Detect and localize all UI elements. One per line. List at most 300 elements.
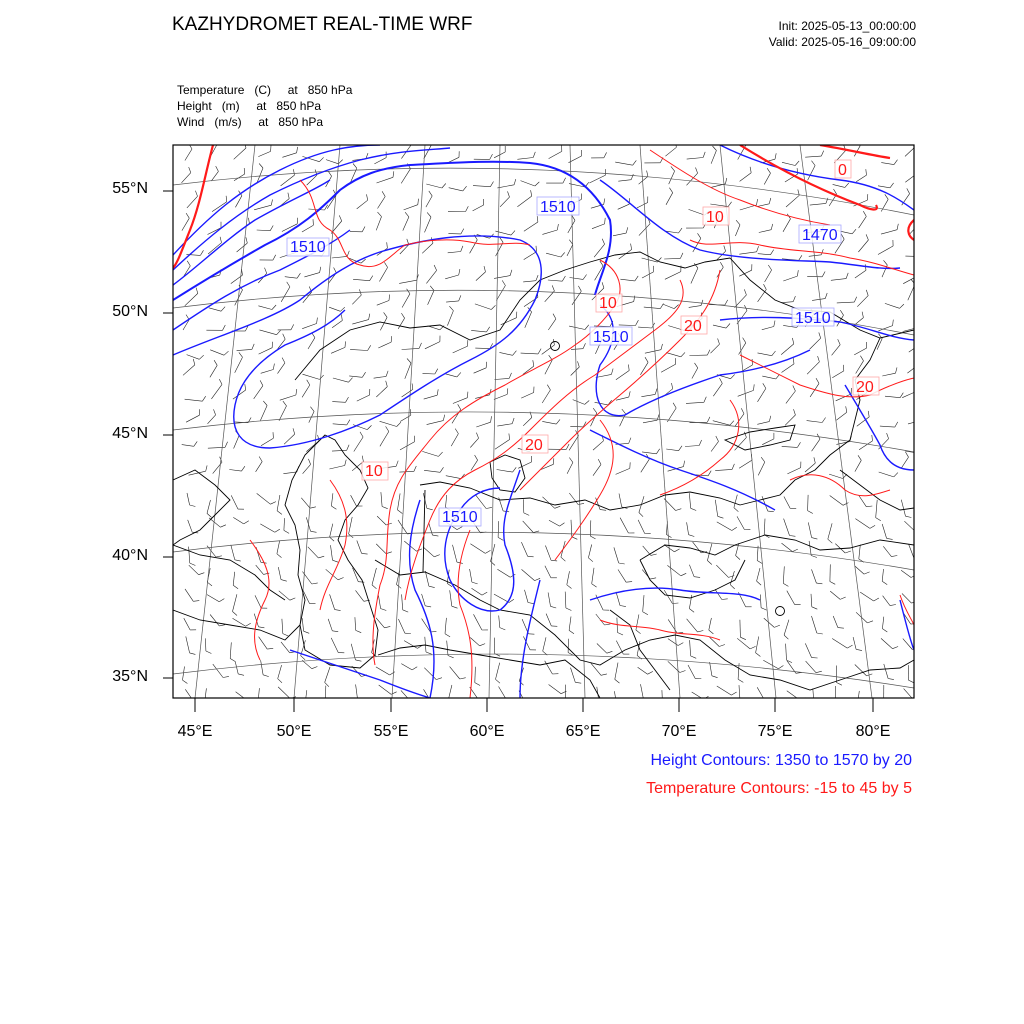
wind-barb-feather xyxy=(724,246,726,252)
wind-barb-feather xyxy=(560,523,565,526)
wind-barb-feather xyxy=(250,700,255,703)
wind-barb xyxy=(357,200,368,209)
wind-barb-feather xyxy=(887,433,889,439)
height-label: 1510 xyxy=(593,329,629,346)
wind-barb-feather xyxy=(487,327,490,332)
wind-barb-feather xyxy=(301,656,305,660)
wind-barb xyxy=(405,363,411,379)
temperature-contour xyxy=(790,475,890,496)
wind-barb xyxy=(277,540,280,553)
wind-barb xyxy=(757,422,769,425)
wind-barb-feather xyxy=(345,460,347,466)
wind-barb-feather xyxy=(601,674,607,675)
wind-barb xyxy=(638,327,652,328)
wind-barb-feather xyxy=(651,554,657,555)
wind-barb xyxy=(422,243,433,253)
wind-barb-feather xyxy=(312,583,318,584)
wind-barb-feather xyxy=(372,585,377,589)
wind-barb xyxy=(352,320,368,325)
wind-barb-feather xyxy=(448,656,454,658)
wind-barb xyxy=(475,304,491,310)
wind-barb-feather xyxy=(190,563,196,565)
wind-barb xyxy=(332,321,342,328)
wind-barb-feather xyxy=(205,704,210,707)
wind-barb xyxy=(542,230,557,234)
wind-barb xyxy=(710,662,712,676)
wind-barb-feather xyxy=(894,473,898,477)
wind-barb-feather xyxy=(712,676,718,678)
wind-barb-feather xyxy=(736,220,740,225)
wind-barb xyxy=(523,418,532,426)
wind-barb-feather xyxy=(524,513,529,516)
wind-barb xyxy=(453,346,468,353)
wind-barb-feather xyxy=(429,586,435,587)
wind-barb-feather xyxy=(242,466,245,471)
wind-barb xyxy=(428,291,434,305)
wind-barb xyxy=(213,664,223,677)
wind-barb xyxy=(855,270,866,278)
height-label: 1470 xyxy=(802,227,838,244)
height-contour xyxy=(520,580,540,698)
wind-barb-feather xyxy=(551,606,557,608)
wind-barb xyxy=(618,570,626,583)
wind-barb-feather xyxy=(764,284,767,289)
wind-barb xyxy=(782,162,795,165)
wind-barb xyxy=(569,326,585,329)
wind-barb-feather xyxy=(761,608,767,610)
wind-barb xyxy=(640,362,648,375)
wind-barb xyxy=(257,493,271,504)
wind-barb-feather xyxy=(547,385,550,390)
wind-barb xyxy=(883,546,891,556)
wind-barb-feather xyxy=(347,251,349,257)
wind-barb xyxy=(618,180,631,182)
wind-barb xyxy=(237,349,252,350)
wind-barb xyxy=(402,348,420,349)
lake-balkhash xyxy=(725,425,795,450)
wind-barb xyxy=(762,327,774,330)
wind-barb xyxy=(473,186,490,187)
wind-barb xyxy=(497,470,513,473)
wind-barb xyxy=(330,524,333,538)
wind-barb-feather xyxy=(797,270,798,276)
wind-barb xyxy=(254,205,271,210)
wind-barb xyxy=(302,660,312,669)
lon-label-50e: 50°E xyxy=(276,723,312,740)
wind-barbs xyxy=(182,138,923,709)
wind-barb xyxy=(783,276,797,281)
wind-barb xyxy=(377,177,394,183)
wind-barb-feather xyxy=(272,305,276,310)
wind-barb-feather xyxy=(407,289,410,294)
wind-barb xyxy=(258,151,270,156)
wind-barb xyxy=(760,595,761,608)
wind-barb xyxy=(400,415,411,421)
wind-barb-feather xyxy=(598,459,601,464)
wind-barb-feather xyxy=(639,513,643,517)
wind-barb xyxy=(836,412,847,420)
wind-barb-feather xyxy=(187,261,190,266)
wind-barb-feather xyxy=(794,409,796,415)
wind-barb-feather xyxy=(370,276,373,281)
wind-barb-feather xyxy=(239,352,243,357)
wind-barb xyxy=(902,594,911,604)
wind-barb-feather xyxy=(367,194,368,200)
wind-barb-feather xyxy=(919,448,923,453)
wind-barb xyxy=(596,374,612,377)
wind-barb-feather xyxy=(485,550,490,553)
wind-barb xyxy=(597,644,607,654)
wind-barb-feather xyxy=(362,372,365,377)
wind-barb xyxy=(187,493,190,505)
wind-barb-feather xyxy=(619,563,625,564)
wind-barb-feather xyxy=(310,407,314,412)
wind-barb-feather xyxy=(757,561,762,564)
wind-barb-feather xyxy=(812,607,818,609)
wind-barb-feather xyxy=(626,582,632,583)
wind-barb-feather xyxy=(593,408,597,413)
wind-barb-feather xyxy=(448,702,453,706)
wind-barb-feather xyxy=(334,268,337,273)
wind-barb-feather xyxy=(427,212,431,217)
wind-barb-feather xyxy=(674,549,679,552)
wind-barb xyxy=(357,541,362,554)
wind-barb xyxy=(210,350,224,355)
wind-barb xyxy=(855,519,870,529)
wind-barb xyxy=(376,667,390,675)
wind-barb-feather xyxy=(362,553,368,554)
wind-barb-feather xyxy=(843,503,848,506)
wind-barb xyxy=(691,268,698,284)
wind-barb xyxy=(189,547,190,564)
wind-barb xyxy=(638,667,648,674)
wind-barb-feather xyxy=(265,268,267,274)
wind-barb-feather xyxy=(884,703,889,706)
wind-barb xyxy=(523,281,536,282)
meridian-75e xyxy=(720,145,776,698)
wind-barb-feather xyxy=(427,508,433,510)
wind-barb-feather xyxy=(792,338,793,344)
wind-barb xyxy=(308,547,319,558)
wind-barb-feather xyxy=(634,296,635,302)
wind-barb-feather xyxy=(502,280,505,285)
lon-label-80e: 80°E xyxy=(855,723,891,740)
wind-barb xyxy=(786,644,787,661)
wind-barb-feather xyxy=(885,194,888,199)
wind-barb-feather xyxy=(704,397,706,403)
wind-barb xyxy=(284,518,285,530)
wind-barb xyxy=(639,176,648,184)
wind-barb xyxy=(332,256,348,258)
wind-barb xyxy=(739,685,740,701)
wind-barb-feather xyxy=(757,246,759,252)
wind-barb-feather xyxy=(691,656,697,658)
wind-barb-feather xyxy=(183,680,188,683)
wind-barb-feather xyxy=(496,679,501,683)
wind-barb-feather xyxy=(845,551,851,553)
wind-barb xyxy=(828,523,832,539)
wind-barb xyxy=(616,468,630,474)
lon-label-60e: 60°E xyxy=(469,723,505,740)
wind-barb xyxy=(642,452,656,454)
wind-barb-feather xyxy=(513,351,517,356)
wind-barb-feather xyxy=(381,609,387,611)
wind-barb xyxy=(333,424,347,425)
wind-barb-feather xyxy=(919,321,920,327)
wind-barb-feather xyxy=(840,310,843,315)
wind-barb xyxy=(447,311,453,326)
wind-barb-feather xyxy=(199,355,203,359)
wind-barb-feather xyxy=(740,701,746,703)
wind-barb xyxy=(758,388,766,401)
wind-barb-feather xyxy=(852,229,856,234)
wind-barb xyxy=(495,231,511,235)
wind-barb xyxy=(858,240,868,252)
wind-barb xyxy=(812,439,820,451)
wind-barb xyxy=(470,544,485,554)
wind-barb-feather xyxy=(876,518,881,521)
wind-barb xyxy=(261,370,274,374)
wind-barb-feather xyxy=(511,231,515,236)
wind-barb-feather xyxy=(817,633,823,634)
wind-barb xyxy=(518,462,531,468)
wind-barb-feather xyxy=(528,603,534,604)
wind-barb xyxy=(284,434,295,444)
wind-barb xyxy=(717,522,732,531)
wind-barb-feather xyxy=(754,384,755,390)
wind-barb xyxy=(183,365,195,375)
wind-barb-feather xyxy=(434,265,437,270)
wind-barb-feather xyxy=(707,561,711,565)
temperature-contour xyxy=(660,400,739,495)
wind-barb xyxy=(186,636,190,653)
wind-barb xyxy=(446,301,459,302)
wind-barb xyxy=(759,230,771,233)
wind-barb-feather xyxy=(617,704,623,706)
wind-barb-feather xyxy=(726,324,730,329)
wind-barb-feather xyxy=(575,682,581,683)
wind-barb xyxy=(207,500,211,513)
wind-barb xyxy=(711,441,718,451)
wind-barb-feather xyxy=(583,275,587,280)
wind-barb xyxy=(356,590,364,601)
wind-barb xyxy=(781,302,793,303)
wind-barb xyxy=(808,495,809,511)
wind-barb-feather xyxy=(906,516,912,517)
wind-barb-feather xyxy=(325,682,329,686)
wind-barb-feather xyxy=(536,246,537,252)
wind-barb xyxy=(495,378,510,379)
wind-barb-feather xyxy=(235,560,241,561)
wind-barb xyxy=(187,196,198,208)
wind-barb-feather xyxy=(669,188,672,193)
wind-barb xyxy=(446,495,447,507)
wind-barb-feather xyxy=(744,289,746,295)
wind-barb-feather xyxy=(821,249,823,255)
wind-barb-feather xyxy=(736,556,740,560)
wind-barb xyxy=(500,197,509,207)
wind-barb xyxy=(663,304,674,309)
wind-barb-feather xyxy=(244,521,249,524)
wind-barb-feather xyxy=(500,628,506,630)
wind-barb xyxy=(329,307,340,311)
lake-marker-north xyxy=(551,342,560,351)
wind-barb-feather xyxy=(486,507,492,508)
wind-barb xyxy=(860,592,874,601)
wind-barb xyxy=(521,542,527,556)
wind-barb-feather xyxy=(553,314,556,319)
wind-barb xyxy=(471,330,486,332)
wind-barb xyxy=(783,566,784,583)
wind-barb xyxy=(905,451,919,453)
wind-barb xyxy=(715,500,717,517)
wind-barb xyxy=(619,325,636,326)
wind-barb-feather xyxy=(277,330,281,334)
wind-barb-feather xyxy=(206,651,212,654)
wind-barb xyxy=(740,173,752,182)
wind-barb xyxy=(689,565,694,577)
parallel-40n xyxy=(173,532,914,570)
height-contour xyxy=(845,385,914,470)
wind-barb xyxy=(377,301,389,306)
wind-barb-feather xyxy=(347,420,350,425)
wind-barb-feather xyxy=(382,507,388,509)
wind-barb xyxy=(350,349,368,350)
wind-barb-feather xyxy=(750,167,751,173)
wind-barb-feather xyxy=(771,250,774,255)
wind-barb xyxy=(302,618,303,631)
wind-barb xyxy=(877,339,882,350)
wind-barb xyxy=(856,175,866,182)
height-label: 1510 xyxy=(442,509,478,526)
wind-barb xyxy=(447,641,448,656)
wind-barb-feather xyxy=(816,671,822,673)
wind-barb xyxy=(233,572,235,586)
wind-barb xyxy=(810,203,826,205)
wind-barb xyxy=(260,406,267,421)
wind-barb-feather xyxy=(915,168,916,174)
wind-barb-feather xyxy=(283,401,287,406)
wind-barb xyxy=(641,459,650,472)
wind-barb xyxy=(283,472,296,474)
wind-barb xyxy=(494,594,509,602)
wind-barb xyxy=(859,441,872,450)
wind-barb-feather xyxy=(455,429,458,434)
wind-barb-feather xyxy=(718,516,724,518)
wind-barb-feather xyxy=(814,457,815,463)
wind-barb-feather xyxy=(386,381,388,387)
wind-barb xyxy=(521,181,535,186)
wind-barb-feather xyxy=(482,592,487,595)
wind-barb xyxy=(399,471,414,472)
height-label: 1510 xyxy=(290,239,326,256)
wind-barb-feather xyxy=(740,637,746,640)
wind-barb xyxy=(450,667,460,679)
wind-barb-feather xyxy=(193,359,195,365)
wind-barb-feather xyxy=(763,383,766,388)
wind-barb xyxy=(332,402,345,403)
wind-barb xyxy=(517,158,533,160)
wind-barb xyxy=(402,594,403,609)
wind-barb-feather xyxy=(461,246,463,252)
wind-barb-feather xyxy=(319,157,323,161)
lon-label-70e: 70°E xyxy=(661,723,697,740)
wind-barb xyxy=(230,642,231,658)
wind-barb-feather xyxy=(398,510,403,514)
wind-barb xyxy=(258,688,259,703)
wind-barb xyxy=(378,342,391,348)
wind-barb xyxy=(616,371,629,380)
wind-barb xyxy=(524,252,537,260)
wind-barb xyxy=(549,685,562,694)
wind-barb xyxy=(689,209,705,215)
wind-barb-feather xyxy=(310,507,316,508)
wind-barb xyxy=(380,317,387,330)
wind-barb xyxy=(332,450,347,451)
wind-barb-feather xyxy=(707,350,710,355)
wind-barb xyxy=(567,571,570,585)
wind-barb xyxy=(517,196,531,207)
wind-barb-feather xyxy=(533,152,535,158)
wind-barb xyxy=(185,589,193,601)
wind-barb xyxy=(376,387,387,397)
wind-barb-feather xyxy=(822,418,825,423)
wind-barb-feather xyxy=(202,396,205,401)
wind-barb-feather xyxy=(221,307,225,312)
wind-barb-feather xyxy=(914,699,920,701)
wind-barb xyxy=(763,660,778,669)
wind-barb xyxy=(735,225,740,236)
wind-barb xyxy=(569,617,571,631)
wind-barb-feather xyxy=(907,188,910,193)
wind-barb xyxy=(210,615,219,626)
wind-barb-feather xyxy=(308,459,310,465)
wind-barb xyxy=(302,324,316,329)
wind-barb-feather xyxy=(607,651,613,653)
wind-barb-feather xyxy=(636,630,641,634)
wind-barb xyxy=(278,363,285,374)
wind-barb xyxy=(830,591,840,599)
wind-barb-feather xyxy=(661,344,663,350)
wind-barb xyxy=(757,568,760,581)
wind-barb-feather xyxy=(283,334,286,340)
wind-barb-feather xyxy=(216,556,222,557)
wind-barb-feather xyxy=(772,351,776,356)
wind-barb xyxy=(475,494,486,508)
wind-barb-feather xyxy=(297,147,298,153)
wind-barb-feather xyxy=(345,341,346,347)
wind-barb-feather xyxy=(918,358,919,364)
wind-barb xyxy=(856,361,864,374)
wind-barb-feather xyxy=(628,365,629,371)
height-contour xyxy=(410,500,434,698)
wind-barb-feather xyxy=(919,339,920,345)
wind-barb-feather xyxy=(500,237,503,242)
wind-barb xyxy=(758,290,767,302)
wind-barb xyxy=(689,306,701,308)
wind-barb-feather xyxy=(233,585,238,588)
wind-barb-feather xyxy=(847,645,852,648)
wind-barb-feather xyxy=(768,265,771,270)
wind-barb xyxy=(642,272,654,278)
wind-barb xyxy=(545,566,551,578)
wind-barb-feather xyxy=(843,365,844,371)
valid-time: Valid: 2025-05-16_09:00:00 xyxy=(768,35,916,49)
wind-barb-feather xyxy=(537,216,538,222)
wind-barb-feather xyxy=(442,184,446,189)
border-iran xyxy=(173,610,300,640)
wind-barb xyxy=(883,596,890,606)
